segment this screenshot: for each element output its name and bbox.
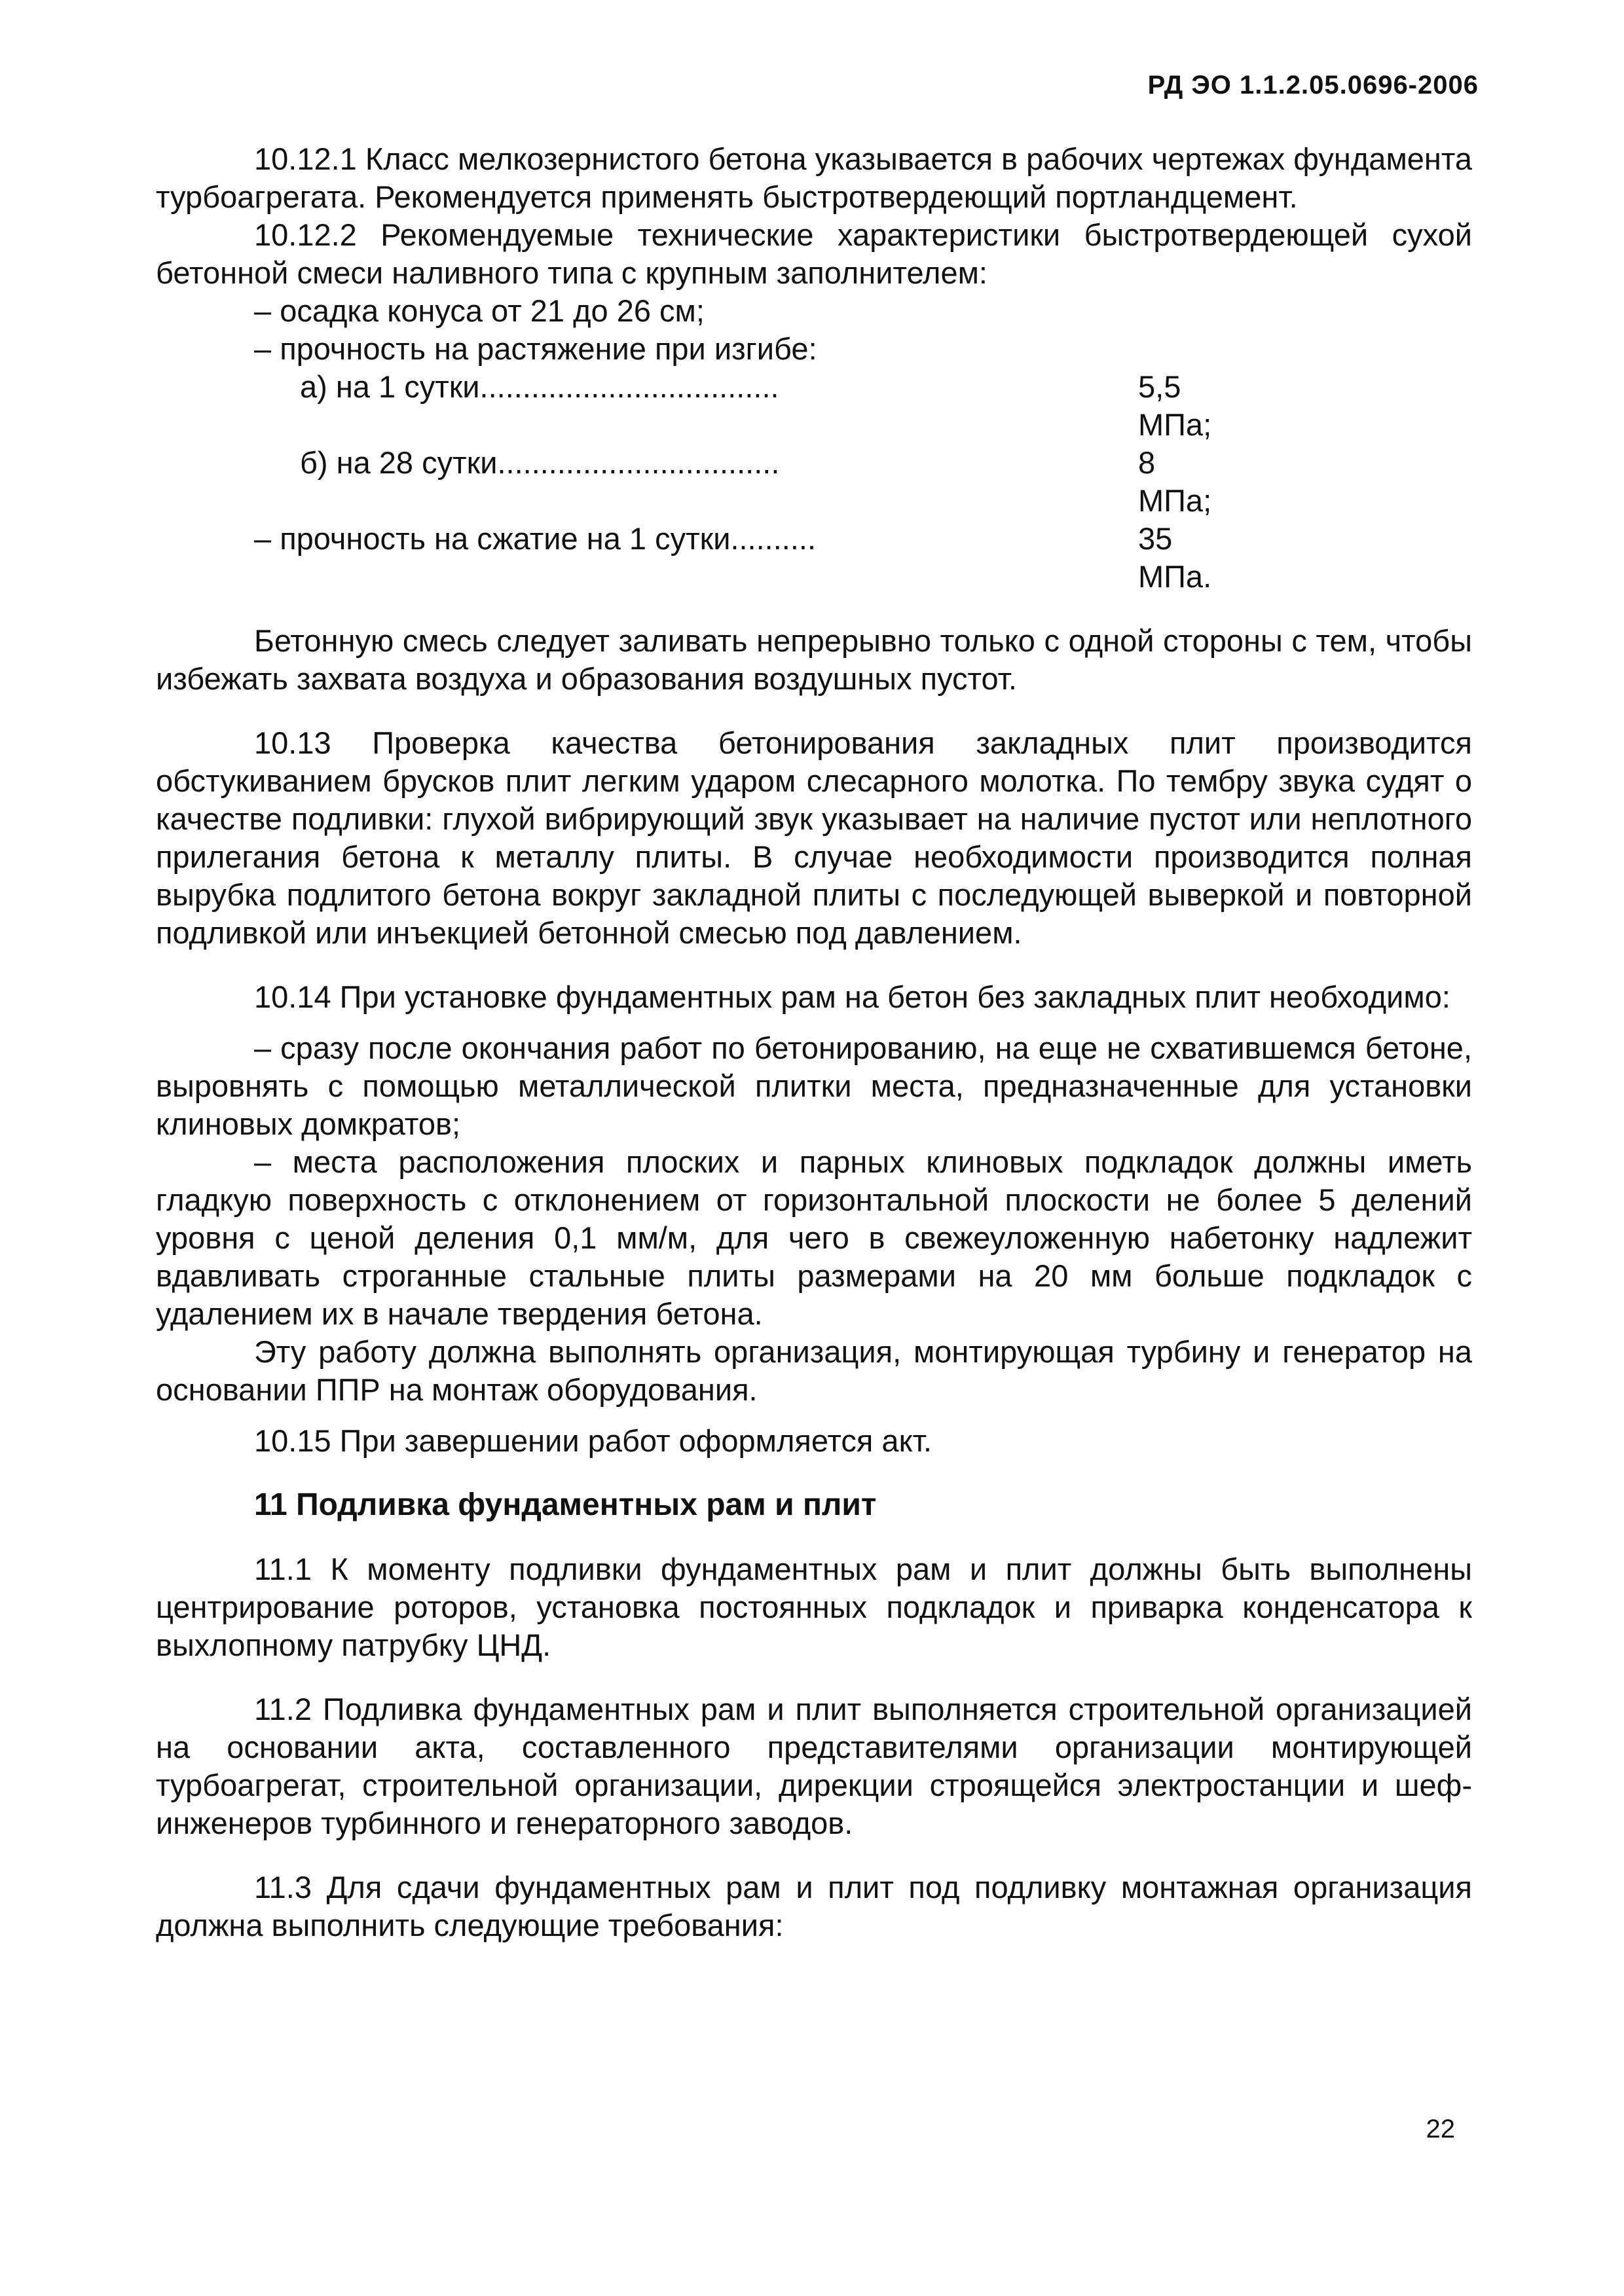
paragraph-10-14: 10.14 При установке фундаментных рам на бетон без закладных плит необходимо: xyxy=(254,979,1450,1014)
paragraph-pour: Бетонную смесь следует заливать непрерывно только с одной стороны с тем, чтобы избежать захвата воздуха и образования воздушных пустот. xyxy=(156,623,1472,696)
paragraph-10-12-1: 10.12.1 Класс мелкозернистого бетона указывается в рабочих чертежах фундамента турбоагрегата. Рекомендуется применять быстротвердеющий портландцемент. xyxy=(156,141,1472,214)
paragraph-10-14-b: – места расположения плоских и парных клиновых подкладок должны иметь гладкую поверхность с отклонением от горизонтальной плоскости не более 5 делений уровня с ценой деления 0,1 мм/м, для чего в свежеуложенную набетонку надлежит вдавливать строганные стальные плиты размерами на 20 мм больше подкладок с удалением их в начале твердения бетона. xyxy=(156,1144,1472,1331)
spec-flex-title: – прочность на растяжение при изгибе: xyxy=(254,331,817,366)
paragraph-10-12-2: 10.12.2 Рекомендуемые технические характеристики быстротвердеющей сухой бетонной смеси наливного типа с крупным заполнителем: xyxy=(156,217,1472,290)
paragraph-11-1: 11.1 К моменту подливки фундаментных рам и плит должны быть выполнены центрирование роторов, установка постоянных подкладок и приварка конденсатора к выхлопному патрубку ЦНД. xyxy=(156,1552,1472,1662)
spec-slump: – осадка конуса от 21 до 26 см; xyxy=(254,293,705,328)
spec-comp-label: – прочность на сжатие на 1 сутки.......... xyxy=(254,521,817,556)
spec-row xyxy=(254,444,1223,520)
paragraph-10-14-c: Эту работу должна выполнять организация, монтирующая турбину и генератор на основании ППР на монтаж оборудования. xyxy=(156,1334,1472,1407)
spec-row xyxy=(254,520,1223,596)
spec-flex-a-value: 5,5 МПа; xyxy=(1138,369,1212,442)
spec-flex-b-value: 8 МПа; xyxy=(1138,445,1212,518)
page-number: 22 xyxy=(1426,2115,1455,2143)
paragraph-11-2: 11.2 Подливка фундаментных рам и плит выполняется строительной организацией на основании акта, составленного представителями организации монтирующей турбоагрегат, строительной организации, дирекции строящейся электростанции и шеф-инженеров турбинного и генераторного заводов. xyxy=(156,1692,1472,1840)
document-number: РД ЭО 1.1.2.05.0696-2006 xyxy=(1147,71,1479,100)
paragraph-11-3: 11.3 Для сдачи фундаментных рам и плит под подливку монтажная организация должна выполнить следующие требования: xyxy=(156,1870,1472,1942)
spec-values-table xyxy=(254,368,1223,596)
section-11-heading: 11 Подливка фундаментных рам и плит xyxy=(254,1487,877,1522)
spec-comp-value: 35 МПа. xyxy=(1138,521,1212,594)
spec-row xyxy=(254,368,1223,444)
paragraph-10-14-a: – сразу после окончания работ по бетонированию, на еще не схватившемся бетоне, выровнять с помощью металлической плитки места, предназначенные для установки клиновых домкратов; xyxy=(156,1030,1472,1141)
paragraph-10-15: 10.15 При завершении работ оформляется акт. xyxy=(254,1423,932,1458)
spec-flex-a-label: а) на 1 сутки................................... xyxy=(300,369,779,404)
paragraph-10-13: 10.13 Проверка качества бетонирования закладных плит производится обстукиванием брусков плит легким ударом слесарного молотка. По тембру звука судят о качестве подливки: глухой вибрирующий звук указывает на наличие пустот или неплотного прилегания бетона к металлу плиты. В случае необходимости производится полная вырубка подлитого бетона вокруг закладной плиты с последующей выверкой и повторной подливкой или инъекцией бетонной смесью под давлением. xyxy=(156,725,1472,950)
document-body xyxy=(156,140,1472,1944)
spec-flex-b-label: б) на 28 сутки................................. xyxy=(300,445,780,480)
